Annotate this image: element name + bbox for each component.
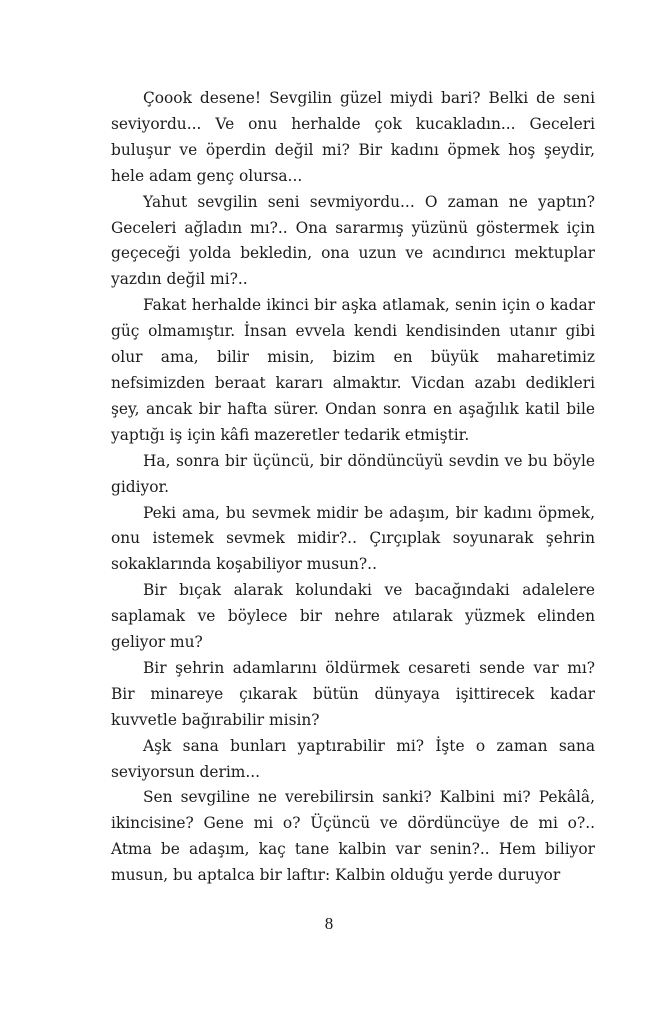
paragraph-3: Fakat herhalde ikinci bir aşka atlamak, senin için o kadar güç olmamıştır. İnsan evvela kendi kendisinden utanır gibi olur ama, bilir misin, bizim en büyük maharetimiz nefsimizden beraat kararı almaktır. Vicdan azabı dedikleri şey, ancak bir hafta sürer. Ondan sonra en aşağılık katil bile yaptığı iş için kâfi mazeretler tedarik etmiştir.	[111, 296, 595, 444]
body-text	[111, 86, 595, 889]
paragraph-6: Bir bıçak alarak kolundaki ve bacağındaki adalelere saplamak ve böylece bir nehre atılarak yüzmek elinden geliyor mu?	[111, 581, 595, 652]
paragraph-5: Peki ama, bu sevmek midir be adaşım, bir kadını öpmek, onu istemek sevmek midir?.. Çırçıplak soyunarak şehrin sokaklarında koşabiliyor musun?..	[111, 503, 595, 574]
paragraph-8: Aşk sana bunları yaptırabilir mi? İşte o zaman sana seviyorsun derim...	[111, 736, 595, 781]
paragraph-7: Bir şehrin adamlarını öldürmek cesareti sende var mı? Bir minareye çıkarak bütün dünyaya işittirecek kadar kuvvetle bağırabilir misin?	[111, 658, 595, 729]
page-number: 8	[324, 914, 334, 933]
paragraph-4: Ha, sonra bir üçüncü, bir döndüncüyü sevdin ve bu böyle gidiyor.	[111, 451, 595, 496]
paragraph-9: Sen sevgiline ne verebilirsin sanki? Kalbini mi? Pekâlâ, ikincisine? Gene mi o? Üçüncü ve dördüncüye de mi o?.. Atma be adaşım, kaç tane kalbin var senin?.. Hem biliyor musun, bu aptalca bir laftır: Kalbin olduğu yerde duruyor	[111, 788, 595, 885]
paragraph-2: Yahut sevgilin seni sevmiyordu... O zaman ne yaptın? Geceleri ağladın mı?.. Ona sararmış yüzünü göstermek için geçeceği yolda bekledin, ona uzun ve acındırıcı mektuplar yazdın değil mi?..	[111, 192, 595, 289]
paragraph-1: Çoook desene! Sevgilin güzel miydi bari? Belki de seni seviyordu... Ve onu herhalde çok kucakladın... Geceleri buluşur ve öperdin değil mi? Bir kadını öpmek hoş şeydir, hele adam genç olursa...	[111, 89, 595, 185]
